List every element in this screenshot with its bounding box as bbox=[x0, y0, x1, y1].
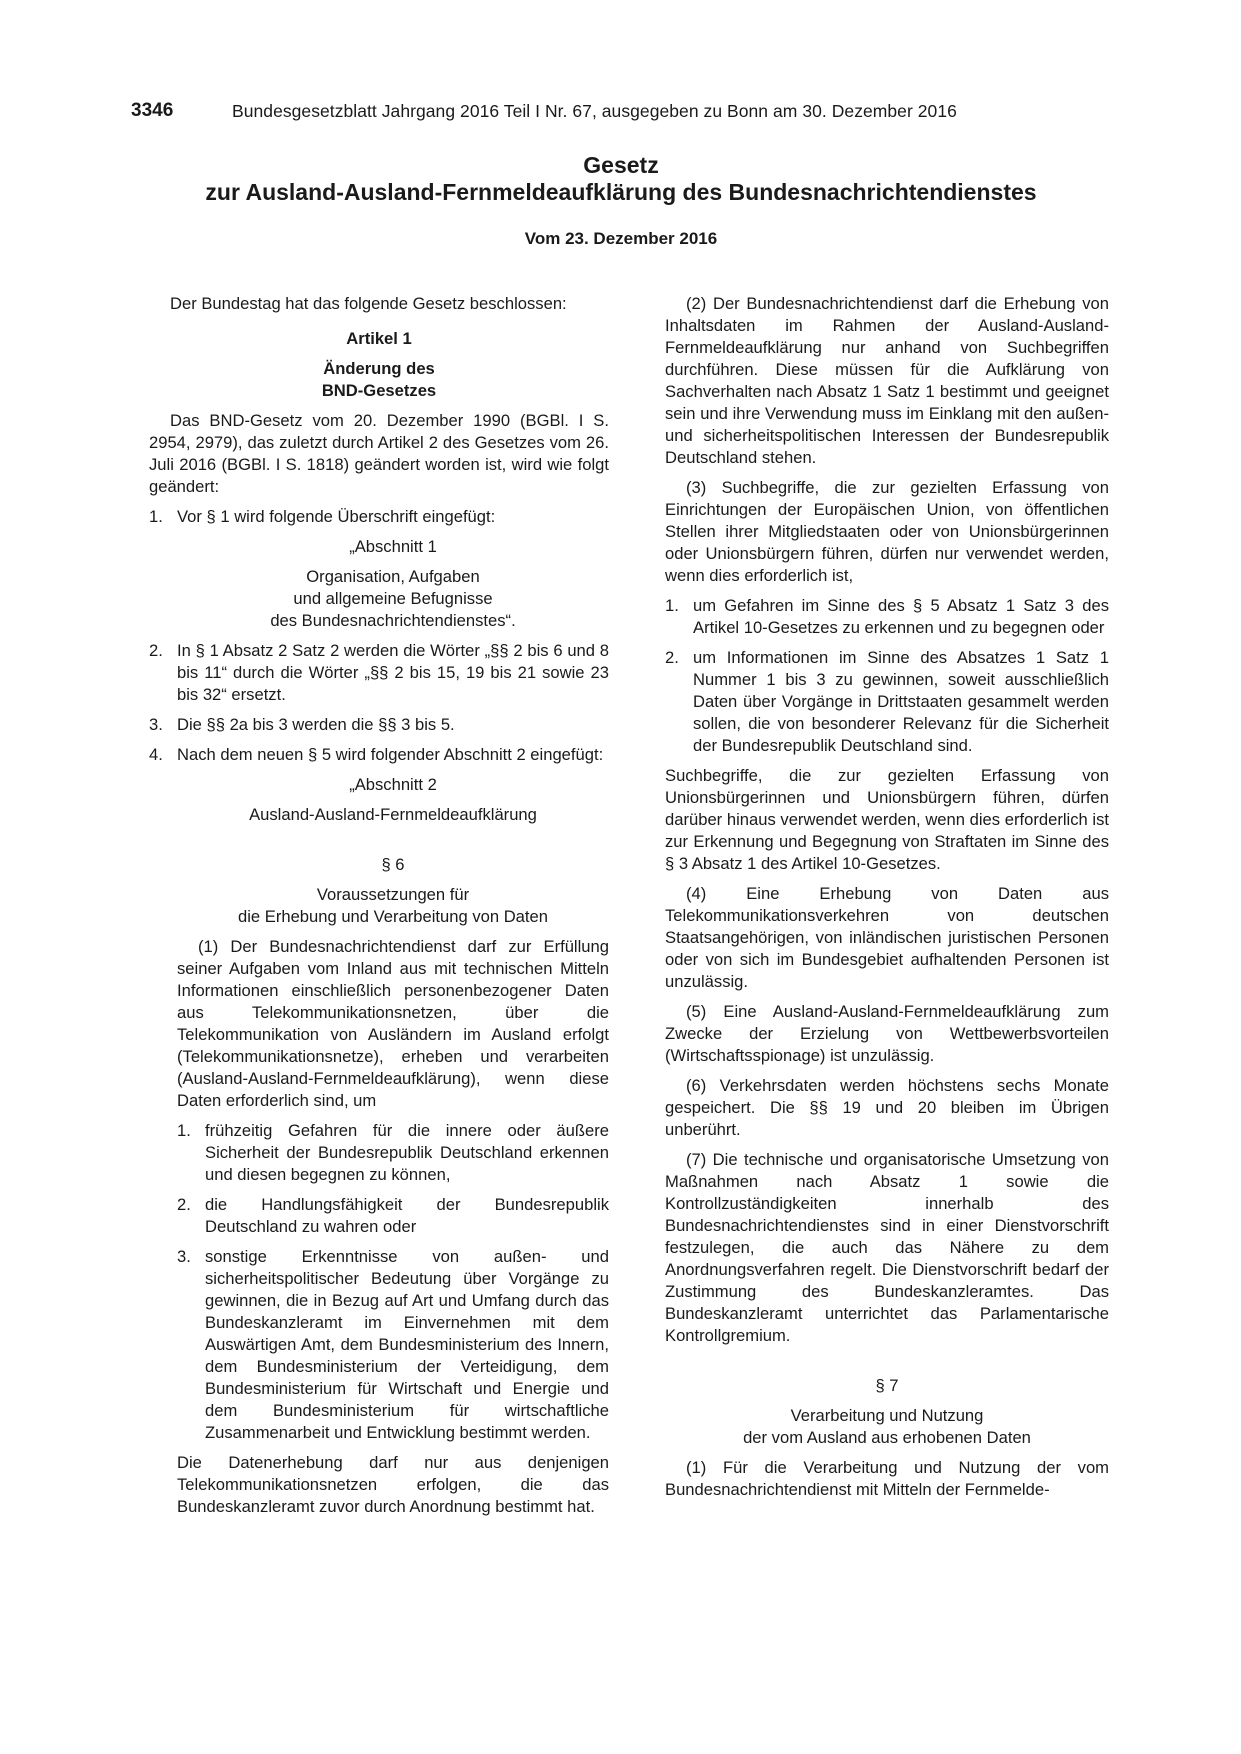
paragraph-title-line: der vom Ausland aus erhobenen Daten bbox=[743, 1428, 1031, 1447]
page-header bbox=[131, 100, 1111, 124]
list-number: 2. bbox=[665, 648, 679, 667]
quote-line: „Abschnitt 1 bbox=[349, 537, 437, 556]
list-text: Die §§ 2a bis 3 werden die §§ 3 bis 5. bbox=[177, 715, 455, 734]
page-number: 3346 bbox=[131, 100, 174, 121]
paragraph-7-heading bbox=[665, 1375, 1109, 1449]
paragraph-7-absatz-1: (1) Für die Verarbeitung und Nutzung der vom Bundesnachrichtendienst mit Mitteln der Fernmelde- bbox=[665, 1458, 1109, 1499]
law-title bbox=[131, 152, 1111, 206]
absatz-6: (6) Verkehrsdaten werden höchstens sechs Monate gespeichert. Die §§ 19 und 20 bleiben im Übrigen unberührt. bbox=[665, 1076, 1109, 1139]
publication-line: Bundesgesetzblatt Jahrgang 2016 Teil I Nr. 67, ausgegeben zu Bonn am 30. Dezember 2016 bbox=[232, 101, 957, 121]
list-number: 2. bbox=[177, 1195, 191, 1214]
list-text: um Informationen im Sinne des Absatzes 1 Satz 1 Nummer 1 bis 3 zu gewinnen, soweit ausschließlich Daten über Vorgänge in Drittstaaten gesammelt werden sollen, die von besonderer Relevanz für die Sicherheit der Bundesrepublik Deutschland sind. bbox=[693, 648, 1109, 755]
list-text: sonstige Erkenntnisse von außen- und sicherheitspolitischer Bedeutung über Vorgänge zu gewinnen, die in Bezug auf Art und Umfang durch das Bundeskanzleramt im Einvernehmen mit dem Auswärtigen Amt, dem Bundesministerium des Innern, dem Bundesministerium der Verteidigung, dem Bundesministerium für Wirtschaft und Energie und dem Bundesministerium für wirtschaftliche Zusammenarbeit und Entwicklung bestimmt werden. bbox=[205, 1247, 609, 1442]
article-title-line1: Änderung des bbox=[323, 359, 435, 378]
condition-item-3 bbox=[177, 1246, 609, 1444]
law-title-line2: zur Ausland-Ausland-Fernmeldeaufklärung des Bundesnachrichtendienstes bbox=[205, 179, 1037, 205]
law-date: Vom 23. Dezember 2016 bbox=[524, 229, 718, 248]
quote-line: des Bundesnachrichtendienstes“. bbox=[270, 611, 516, 630]
list-text: frühzeitig Gefahren für die innere oder äußere Sicherheit der Bundesrepublik Deutschland erkennen und diesen begegnen zu können, bbox=[205, 1121, 609, 1184]
left-column bbox=[149, 293, 609, 1526]
quote-line: und allgemeine Befugnisse bbox=[293, 589, 493, 608]
quoted-section-2 bbox=[177, 774, 609, 826]
paragraph-6-absatz-1: (1) Der Bundesnachrichtendienst darf zur Erfüllung seiner Aufgaben vom Inland aus mit technischen Mitteln Informationen einschließlich personenbezogener Daten aus Telekommunikationsnetzen, über die Telekommunikation von Ausländern im Ausland erfolgt (Telekommunikationsnetze), erheben und verarbeiten (Ausland-Ausland-Fernmeldeaufklärung), wenn diese Daten erforderlich sind, um bbox=[177, 937, 609, 1110]
right-column bbox=[665, 293, 1109, 1509]
amendment-item-4 bbox=[149, 744, 609, 766]
absatz-5: (5) Eine Ausland-Ausland-Fernmeldeaufklärung zum Zwecke der Erzielung von Wettbewerbsvorteilen (Wirtschaftsspionage) ist unzulässig. bbox=[665, 1002, 1109, 1065]
enactment-clause: Der Bundestag hat das folgende Gesetz beschlossen: bbox=[170, 294, 567, 313]
paragraph-title-line: Voraussetzungen für bbox=[316, 885, 470, 904]
paragraph-number: § 7 bbox=[875, 1376, 899, 1395]
quote-line: „Abschnitt 2 bbox=[349, 775, 437, 794]
list-number: 1. bbox=[665, 596, 679, 615]
amendment-item-1 bbox=[149, 506, 609, 528]
data-collection-restriction: Die Datenerhebung darf nur aus denjenigen Telekommunikationsnetzen erfolgen, die das Bundeskanzleramt zuvor durch Anordnung bestimmt hat. bbox=[177, 1453, 609, 1516]
purpose-item-1 bbox=[665, 595, 1109, 639]
list-text: Vor § 1 wird folgende Überschrift eingefügt: bbox=[177, 507, 496, 526]
paragraph-number: § 6 bbox=[381, 855, 405, 874]
absatz-7: (7) Die technische und organisatorische Umsetzung von Maßnahmen nach Absatz 1 sowie die Kontrollzuständigkeiten innerhalb des Bundesnachrichtendienstes sind in einer Dienstvorschrift festzulegen, die auch das Nähere zu dem Anordnungsverfahren regelt. Die Dienstvorschrift bedarf der Zustimmung des Bundeskanzleramtes. Das Bundeskanzleramt unterrichtet das Parlamentarische Kontrollgremium. bbox=[665, 1150, 1109, 1345]
amendment-item-3 bbox=[149, 714, 609, 736]
list-text: In § 1 Absatz 2 Satz 2 werden die Wörter „§§ 2 bis 6 und 8 bis 11“ durch die Wörter „§§ 2 bis 15, 19 bis 21 sowie 23 bis 32“ ersetzt. bbox=[177, 641, 609, 704]
law-title-line1: Gesetz bbox=[583, 152, 659, 178]
quote-line: Organisation, Aufgaben bbox=[306, 567, 480, 586]
list-number: 3. bbox=[149, 715, 163, 734]
paragraph-title-line: Verarbeitung und Nutzung bbox=[790, 1406, 984, 1425]
amendment-item-2 bbox=[149, 640, 609, 706]
absatz-2: (2) Der Bundesnachrichtendienst darf die Erhebung von Inhaltsdaten im Rahmen der Ausland-Ausland-Fernmeldeaufklärung nur anhand von Suchbegriffen durchführen. Diese müssen für die Aufklärung von Sachverhalten nach Absatz 1 Satz 1 bestimmt und geeignet sein und ihre Verwendung muss im Einklang mit den außen- und sicherheitspolitischen Interessen der Bundesrepublik Deutschland stehen. bbox=[665, 294, 1109, 467]
list-text: die Handlungsfähigkeit der Bundesrepublik Deutschland zu wahren oder bbox=[205, 1195, 609, 1236]
quote-line: Ausland-Ausland-Fernmeldeaufklärung bbox=[249, 805, 537, 824]
list-number: 1. bbox=[177, 1121, 191, 1140]
paragraph-title-line: die Erhebung und Verarbeitung von Daten bbox=[238, 907, 548, 926]
quoted-heading-1 bbox=[177, 536, 609, 632]
condition-item-1 bbox=[177, 1120, 609, 1186]
absatz-4: (4) Eine Erhebung von Daten aus Telekommunikationsverkehren von deutschen Staatsangehörigen, von inländischen juristischen Personen oder von sich im Bundesgebiet aufhaltenden Personen ist unzulässig. bbox=[665, 884, 1109, 991]
paragraph-6-heading bbox=[177, 854, 609, 928]
article-body: Das BND-Gesetz vom 20. Dezember 1990 (BGBl. I S. 2954, 2979), das zuletzt durch Artikel 2 des Gesetzes vom 26. Juli 2016 (BGBl. I S. 1818) geändert worden ist, wird wie folgt geändert: bbox=[149, 411, 609, 496]
list-number: 4. bbox=[149, 745, 163, 764]
article-heading: Artikel 1 bbox=[346, 329, 412, 348]
condition-item-2 bbox=[177, 1194, 609, 1238]
absatz-3-continuation: Suchbegriffe, die zur gezielten Erfassung von Unionsbürgerinnen und Unionsbürgern führen, dürfen darüber hinaus verwendet werden, wenn dies erforderlich ist zur Erkennung und Begegnung von Straftaten im Sinne des § 3 Absatz 1 des Artikel 10-Gesetzes. bbox=[665, 766, 1109, 873]
article-title-line2: BND-Gesetzes bbox=[321, 381, 437, 400]
list-number: 2. bbox=[149, 641, 163, 660]
absatz-3: (3) Suchbegriffe, die zur gezielten Erfassung von Einrichtungen der Europäischen Union, von öffentlichen Stellen ihrer Mitgliedstaaten oder von Unionsbürgerinnen oder Unionsbürgern führen, dürfen nur verwendet werden, wenn dies erforderlich ist, bbox=[665, 478, 1109, 585]
purpose-item-2 bbox=[665, 647, 1109, 757]
list-number: 1. bbox=[149, 507, 163, 526]
list-number: 3. bbox=[177, 1247, 191, 1266]
list-text: Nach dem neuen § 5 wird folgender Abschnitt 2 eingefügt: bbox=[177, 745, 604, 764]
list-text: um Gefahren im Sinne des § 5 Absatz 1 Satz 3 des Artikel 10-Gesetzes zu erkennen und zu begegnen oder bbox=[693, 596, 1109, 637]
